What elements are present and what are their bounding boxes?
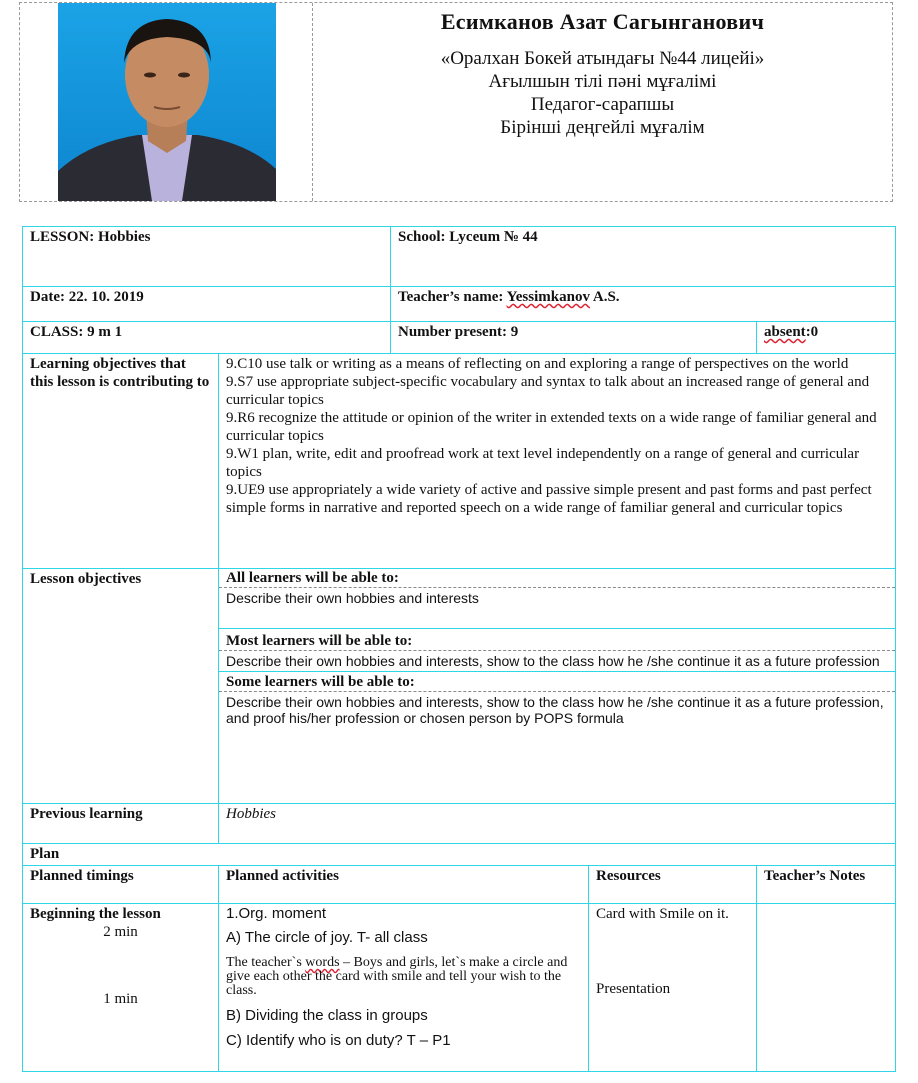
level-line: Бірінші деңгейлі мұғалім — [500, 117, 705, 138]
subject-line: Ағылшын тілі пәні мұғалімі — [488, 71, 717, 92]
absent-label: absent — [764, 324, 806, 340]
lesson-plan-table — [22, 226, 896, 1072]
teacher-words-prefix: The teacher`s — [226, 955, 306, 970]
absent-value: :0 — [805, 324, 819, 340]
teacher-profile-card — [19, 2, 893, 202]
col-planned-timings: Planned timings — [23, 866, 219, 904]
teacher-info — [313, 3, 892, 201]
objective-item: 9.UE9 use appropriately a wide variety of active and passive simple present and past forms and past perfect simple forms in narrative and reported speech on a wide range of familiar general and curricular topics — [226, 482, 872, 516]
lesson-objectives-label: Lesson objectives — [23, 569, 219, 804]
resource-presentation: Presentation — [596, 981, 671, 997]
objective-item: 9.C10 use talk or writing as a means of reflecting on and exploring a range of perspectives on the world — [226, 356, 849, 372]
teacher-words-rest: – Boys and girls, let`s make a circle and give each other the card with smile and tell your wish to the class. — [226, 955, 568, 998]
col-teachers-notes: Teacher’s Notes — [757, 866, 896, 904]
school-line: «Оралхан Бокей атындағы №44 лицейі» — [440, 48, 765, 69]
learning-objectives-list — [219, 354, 896, 569]
plan-row — [23, 844, 896, 866]
activities-cell — [219, 904, 589, 1072]
timing-1-min: 1 min — [103, 991, 138, 1007]
lesson-objectives-body — [219, 569, 896, 804]
previous-learning-row — [23, 804, 896, 844]
learning-objectives-label: Learning objectives that this lesson is contributing to — [23, 354, 219, 569]
photo-cell — [20, 3, 313, 201]
beginning-timing-cell — [23, 904, 219, 1072]
category-line: Педагог-сарапшы — [530, 94, 675, 115]
date-row — [23, 287, 896, 322]
class-cell: CLASS: 9 m 1 — [23, 322, 391, 354]
objective-item: 9.R6 recognize the attitude or opinion of the writer in extended texts on a wide range of familiar general and curricular topics — [226, 410, 877, 444]
resources-cell — [589, 904, 757, 1072]
all-learners-text: Describe their own hobbies and interests — [219, 588, 895, 629]
absent-cell — [757, 322, 896, 354]
number-present-cell: Number present: 9 — [391, 322, 757, 354]
objective-item: 9.W1 plan, write, edit and proofread work at text level independently on a range of general and curricular topics — [226, 446, 860, 480]
timing-2-min: 2 min — [103, 924, 138, 940]
all-learners-heading: All learners will be able to: — [219, 569, 895, 588]
teacher-name-label: Teacher’s name: — [398, 289, 507, 305]
teacher-full-name: Есимканов Азат Сагынганович — [440, 9, 765, 34]
activity-org-moment: 1.Org. moment — [226, 905, 327, 922]
previous-learning-label: Previous learning — [23, 804, 219, 844]
beginning-label: Beginning the lesson — [30, 906, 161, 922]
teacher-surname: Yessimkanov — [506, 289, 590, 305]
col-resources: Resources — [589, 866, 757, 904]
activity-dividing-groups: B) Dividing the class in groups — [226, 1007, 428, 1024]
col-planned-activities: Planned activities — [219, 866, 589, 904]
learning-objectives-row — [23, 354, 896, 569]
objective-item: 9.S7 use appropriate subject-specific vocabulary and syntax to talk about an increased range of general and curricular topics — [226, 374, 870, 408]
class-row — [23, 322, 896, 354]
resource-card: Card with Smile on it. — [596, 906, 729, 922]
lesson-objectives-row — [23, 569, 896, 804]
activity-who-on-duty: C) Identify who is on duty? T – P1 — [226, 1032, 451, 1049]
notes-cell — [757, 904, 896, 1072]
plan-label: Plan — [23, 844, 896, 866]
most-learners-heading: Most learners will be able to: — [219, 629, 895, 651]
school-cell: School: Lyceum № 44 — [391, 227, 896, 287]
teacher-initials: A.S. — [589, 289, 620, 305]
teacher-name-cell — [391, 287, 896, 322]
lesson-title-cell: LESSON: Hobbies — [23, 227, 391, 287]
activity-teacher-words — [226, 956, 581, 998]
teacher-photo — [58, 3, 276, 201]
some-learners-heading: Some learners will be able to: — [219, 671, 895, 692]
plan-header-row — [23, 866, 896, 904]
activity-circle-of-joy: A) The circle of joy. T- all class — [226, 929, 428, 946]
beginning-row — [23, 904, 896, 1072]
most-learners-text: Describe their own hobbies and interests, show to the class how he /she continue it as a future profession — [226, 653, 880, 669]
date-cell: Date: 22. 10. 2019 — [23, 287, 391, 322]
teacher-words-word: words — [305, 955, 340, 970]
some-learners-text: Describe their own hobbies and interests, show to the class how he /she continue it as a future profession, and proof his/her profession or chosen person by POPS formula — [226, 694, 884, 726]
previous-learning-value: Hobbies — [219, 804, 896, 844]
lesson-row — [23, 227, 896, 287]
